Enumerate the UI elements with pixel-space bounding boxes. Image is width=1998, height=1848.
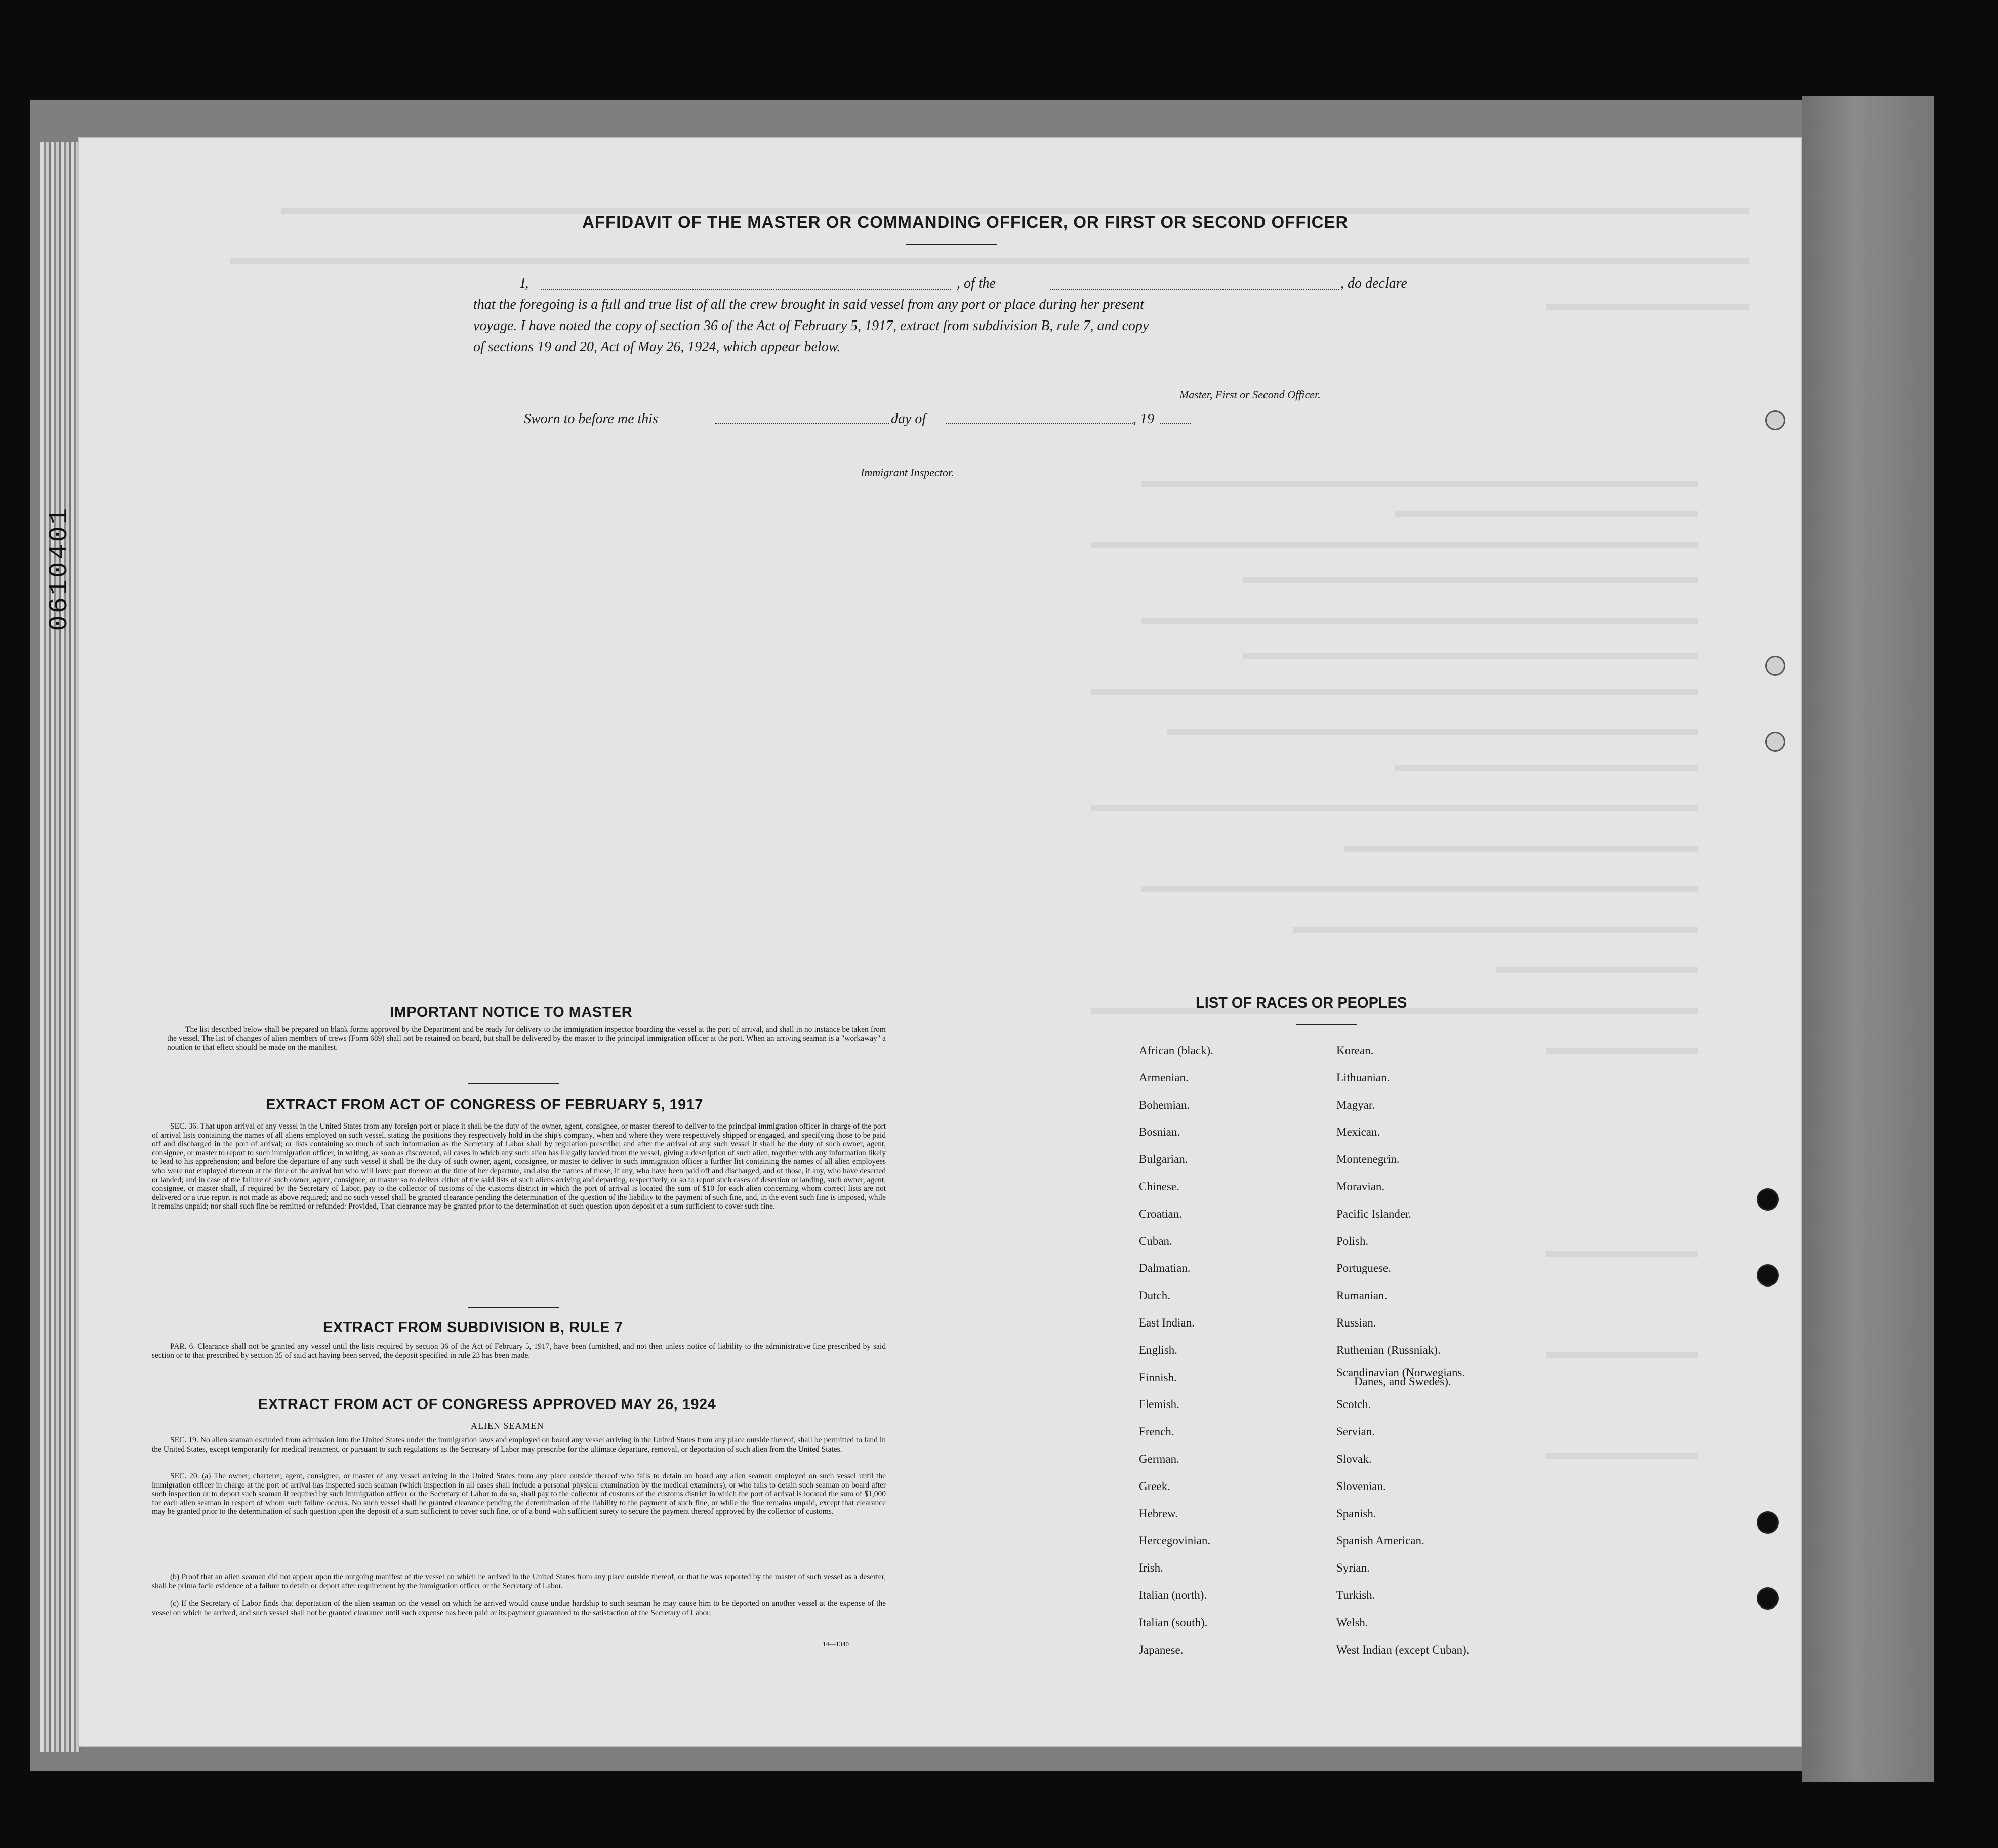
day-of-label: day of: [891, 411, 926, 427]
race-item: Moravian.: [1336, 1180, 1385, 1193]
extract-1924-title: EXTRACT FROM ACT OF CONGRESS APPROVED MAY 26, 1924: [258, 1396, 716, 1413]
race-item: Dutch.: [1139, 1289, 1170, 1302]
race-item: Italian (north).: [1139, 1589, 1207, 1601]
race-item: Mexican.: [1336, 1126, 1380, 1139]
extract-rule7-text: PAR. 6. Clearance shall not be granted any vessel until the lists required by section 36 of the Act of February 5, 1917, have been furnished, and not then unless notice of liability to the administrative fine prescribed by said section or to that prescribed by section 35 of said act having been served, the deposit specified in rule 23 has been made.: [152, 1342, 886, 1360]
race-item: Bosnian.: [1139, 1126, 1180, 1139]
race-item: East Indian.: [1139, 1316, 1195, 1329]
race-item: German.: [1139, 1453, 1179, 1465]
race-item: Bulgarian.: [1139, 1153, 1188, 1166]
race-item: Japanese.: [1139, 1643, 1184, 1656]
divider: [468, 1307, 559, 1308]
binder-hole: [1765, 410, 1785, 430]
notice-title: IMPORTANT NOTICE TO MASTER: [390, 1004, 633, 1020]
alien-seamen-heading: ALIEN SEAMEN: [471, 1421, 544, 1431]
race-item: Magyar.: [1336, 1098, 1375, 1111]
notice-text: The list described below shall be prepared on blank forms approved by the Department and be ready for delivery to the immigration inspector boarding the vessel at the port of arrival, and shall in no instance be taken from the vessel. The list of changes of alien members of crews (Form 689) shall not be retained on board, but shall be delivered by the master to the principal immigration officer at the port. When an arriving seaman is a "workaway" a notation to that effect should be made on the manifest.: [167, 1025, 886, 1052]
race-item: Scandinavian (Norwegians.: [1336, 1365, 1465, 1379]
race-item: Servian.: [1336, 1425, 1375, 1438]
race-item: Armenian.: [1139, 1071, 1189, 1084]
race-item: Portuguese.: [1336, 1262, 1391, 1275]
race-item: French.: [1139, 1425, 1174, 1438]
race-item: Hebrew.: [1139, 1507, 1178, 1520]
race-item: Flemish.: [1139, 1398, 1179, 1411]
binder-hole: [1757, 1511, 1779, 1534]
race-item: Bohemian.: [1139, 1098, 1190, 1111]
race-item: Dalmatian.: [1139, 1262, 1191, 1275]
sworn-month-field[interactable]: [946, 423, 1133, 424]
race-item: Turkish.: [1336, 1589, 1375, 1601]
race-item: Spanish.: [1336, 1507, 1376, 1520]
sec-20c-text: (c) If the Secretary of Labor finds that deportation of the alien seaman on the vessel on which he arrived would cause undue hardship to such seaman he may cause him to be deported on another vessel at the expense of the vessel on which he arrived, and such vessel shall not be granted clearance until such expense has been paid or its payment guaranteed to the satisfaction of the Secretary of Labor.: [152, 1599, 886, 1617]
backing-board: [1802, 96, 1934, 1782]
affidavit-body-line3: of sections 19 and 20, Act of May 26, 1924, which appear below.: [473, 339, 841, 355]
sec-20b-text: (b) Proof that an alien seaman did not appear upon the outgoing manifest of the vessel on which he arrived in the United States from any place outside thereof, or that he was reported by the master of such vessel as a deserter, shall be prima facie evidence of a failure to detain or deport after requirement by the immigration officer or the Secretary of Labor.: [152, 1573, 886, 1590]
race-item: Montenegrin.: [1336, 1153, 1400, 1166]
race-item: Pacific Islander.: [1336, 1207, 1412, 1220]
race-item: Slovenian.: [1336, 1479, 1386, 1493]
binder-hole: [1757, 1188, 1779, 1211]
race-item: Cuban.: [1139, 1234, 1172, 1248]
master-signature-label: Master, First or Second Officer.: [1179, 388, 1321, 401]
inspector-label: Immigrant Inspector.: [861, 466, 954, 479]
sworn-year-field[interactable]: [1160, 423, 1191, 424]
affidavit-body-line1: that the foregoing is a full and true list of all the crew brought in said vessel from any port or place during her present: [473, 297, 1144, 312]
sworn-day-field[interactable]: [715, 423, 889, 424]
race-item: Slovak.: [1336, 1453, 1372, 1465]
affidavit-body-line2: voyage. I have noted the copy of section 36 of the Act of February 5, 1917, extract from subdivision B, rule 7, and copy: [473, 318, 1149, 334]
race-item: Irish.: [1139, 1561, 1163, 1575]
binder-hole: [1765, 732, 1785, 752]
do-declare-label: , do declare: [1340, 275, 1407, 291]
stacked-page-edges: [40, 142, 81, 1752]
race-scandinavian-cont: Danes, and Swedes).: [1354, 1375, 1451, 1388]
binder-hole: [1757, 1264, 1779, 1287]
sec-20a-text: SEC. 20. (a) The owner, charterer, agent, consignee, or master of any vessel arriving in the United States from any place outside thereof who fails to detain on board any alien seaman employed on such vessel until the immigration officer in charge at the port of arrival has inspected such seaman (which inspection in all cases shall include a personal physical examination by the medical examiners), or who fails to detain such seaman on board after such inspection or to deport such seaman if required by such immigration officer or the Secretary of Labor to do so, shall pay to the collector of customs of the customs district in which the port of arrival is located the sum of $1,000 for each alien seaman in respect of whom such failure occurs. No such vessel shall be granted clearance pending the determination of the liability to the payment of such fine, or while the fine remains unpaid, except that clearance may be granted prior to the determination of such question upon the deposit of a sum sufficient to cover such fine, or of a bond with sufficient surety to secure the payment thereof approved by the collector of customs.: [152, 1472, 886, 1516]
race-item: Russian.: [1336, 1316, 1376, 1329]
divider: [468, 1083, 559, 1084]
affidavit-title: AFFIDAVIT OF THE MASTER OR COMMANDING OFFICER, OR FIRST OR SECOND OFFICER: [582, 213, 1349, 231]
handwritten-side-number: 0610401: [45, 506, 74, 631]
race-item: Welsh.: [1336, 1616, 1368, 1629]
race-item: English.: [1139, 1343, 1178, 1356]
race-item: Lithuanian.: [1336, 1071, 1390, 1084]
binder-hole: [1757, 1587, 1779, 1610]
year-prefix-label: , 19: [1133, 411, 1154, 427]
race-item: Polish.: [1336, 1234, 1369, 1248]
sec-19-text: SEC. 19. No alien seaman excluded from admission into the United States under the immigration laws and employed on board any vessel arriving in the United States from any place outside thereof, shall be permitted to land in the United States, except temporarily for medical treatment, or pursuant to such regulations as the Secretary of Labor may prescribe for the ultimate departure, removal, or deportation of such alien from the United States.: [152, 1436, 886, 1454]
race-item: African (black).: [1139, 1044, 1213, 1057]
race-item: Syrian.: [1336, 1561, 1370, 1575]
binder-hole: [1765, 656, 1785, 676]
form-number: 14—1340: [823, 1640, 849, 1648]
extract-1917-title: EXTRACT FROM ACT OF CONGRESS OF FEBRUARY 5, 1917: [266, 1097, 704, 1113]
extract-rule7-title: EXTRACT FROM SUBDIVISION B, RULE 7: [323, 1319, 623, 1336]
race-item: Rumanian.: [1336, 1289, 1388, 1302]
of-the-label: , of the: [957, 275, 996, 291]
race-item: Scotch.: [1336, 1398, 1371, 1411]
races-title: LIST OF RACES OR PEOPLES: [1196, 995, 1407, 1011]
race-item: Ruthenian (Russniak).: [1336, 1343, 1441, 1356]
sworn-label: Sworn to before me this: [524, 411, 658, 427]
affiant-label: I,: [520, 275, 529, 291]
race-item: Spanish American.: [1336, 1534, 1424, 1547]
race-item: Croatian.: [1139, 1207, 1182, 1220]
race-item: Finnish.: [1139, 1371, 1177, 1384]
vessel-name-field[interactable]: [1050, 289, 1339, 290]
race-item: West Indian (except Cuban).: [1336, 1643, 1470, 1656]
race-item: Chinese.: [1139, 1180, 1179, 1193]
affiant-name-field[interactable]: [541, 289, 951, 290]
extract-1917-text: SEC. 36. That upon arrival of any vessel in the United States from any foreign port or place it shall be the duty of the owner, agent, consignee, or master thereof to deliver to the principal immigration officer in charge of the port of arrival lists containing the names of all aliens employed on such vessel, stating the positions they respectively hold in the ship's company, when and where they were respectively shipped or engaged, and specifying those to be paid off and discharged in the port of arrival; or lists containing so much of such information as the Secretary of Labor shall by regulation prescribe; and after the arrival of any such vessel it shall be the duty of such owner, agent, consignee, or master to report to such immigration officer, in writing, as soon as discovered, all cases in which any such alien has illegally landed from the vessel, giving a description of such alien, together with any information likely to lead to his apprehension; and before the departure of any such vessel it shall be the duty of such owner, agent, consignee, or master to deliver to such immigration officer a further list containing the names of all alien employees who were not employed thereon at the time of the arrival but who will leave port thereon at the time of her departure, and also the names of those, if any, who have been paid off and discharged, and of those, if any, who have deserted or landed; and in case of the failure of such owner, agent, consignee, or master so to deliver either of the said lists of such aliens arriving and departing, respectively, or so to report such cases of desertion or landing, such owner, agent, consignee, or master shall, if required by the Secretary of Labor, pay to the collector of customs of the customs district in which the port of arrival is located the sum of $10 for each alien concerning whom correct lists are not delivered or a true report is not made as above required; and no such vessel shall be granted clearance pending the determination of the question of the liability to the payment of such fine, and, in the event such fine is imposed, while it remains unpaid; nor shall such fine be remitted or refunded: Provided, That clearance may be granted prior to the determination of such question upon deposit of a sum sufficient to cover such fine.: [152, 1122, 886, 1211]
race-item: Italian (south).: [1139, 1616, 1208, 1629]
race-item: Greek.: [1139, 1479, 1170, 1493]
title-rule: [906, 244, 997, 245]
race-item: Korean.: [1336, 1044, 1374, 1057]
race-item: Hercegovinian.: [1139, 1534, 1211, 1547]
divider: [1296, 1024, 1357, 1025]
